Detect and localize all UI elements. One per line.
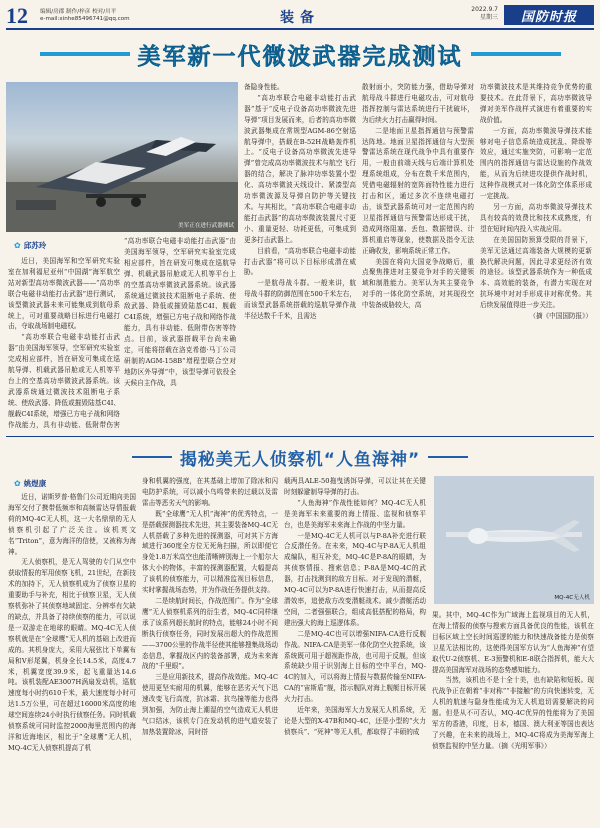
paragraph: 一是MQ-4C无人机可以与P-8A补充进行联合反潜任务。在未来，MQ-4C与P-8A无人机组成编队，相互补充，MQ-4C是P-8A的眼睛，为其侦察情报、搜索信息；P-8A是MQ-4C的武器，打击找测到的敌方目标。对于发现的潜艇，MQ-4C可以为P-8A进行快速打击，从而提高反潜效率，追使敌方改变潜艇战术。减少潜艇活动空间，二者强强联合，组成高低搭配的格局，构建出强大的海上巡逻体系。	[284, 531, 426, 627]
paper-logo: 国防时报	[504, 5, 594, 25]
paragraph: 近日，诺斯罗普·格鲁门公司近期向美国海军交付了携带低频率和高频雷达导情报载荷的MQ-4C无人机，这一大名鼎鼎的无人侦察机引起了广泛关注。该机英文名“Triton”，意为海洋的信使，又被称为海神。	[8, 493, 136, 556]
missile-test-illustration	[6, 82, 238, 232]
article1-photo	[6, 82, 238, 232]
article1-author	[14, 240, 46, 251]
paragraph: 备隐身性能。	[244, 83, 284, 91]
paragraph: 二是MQ-4C也可以增强NIFA-CA进行反舰作战。NIFA-CA是美军一体化防空火控系统，该系统既可用于超视距作战，也可用于反舰，但该系统缺少用于识别海上目标的空中平台，MQ-4C的加入，可以将海上情报与数据传输至NIFA-CA的“宙斯盾”舰，指示舰队对海上舰艇目标开展火力打击。	[284, 629, 426, 704]
paragraph: 一是航母战斗群。一般来讲，航母战斗群的防御范围在500千米左右，而该型武器系统搭载的巡航导弹作战半径达数千千米，且需达	[244, 279, 356, 321]
article2-column-3	[284, 476, 426, 824]
paragraph: 身和机翼的强度，在其基础上增加了除冰和闪电防护系统，可以减小鸟鸣带来的过载以及雷雷击等恶劣天气的影响。	[142, 477, 278, 507]
article1-column-4	[480, 82, 592, 432]
paragraph: “高功率联合电磁非动能打击武器”由美国海军领导，空军研究实验室完成相应部件，旨在研发可集成在巡航导弹、机载武器吊舱或无人机等平台上的空基高功率微波武器系统。该武器系统通过微波技术阻断电子系统、使敌武器、降低或摧毁陆基C4I、舰载C4I系统，增强已方电子战和网络作战能力，具有非动能、低附带伤害	[8, 333, 120, 429]
paragraph: “高功率联合电磁非动能打击武器”基于“反电子设备高功率微波先进导弹”项目发展而来，后者的高功率微波武器集成在常规型AGM-86空射巡航导弹中，搭载在B-52H战略轰炸机上。“反电子设备高功率微波先进导弹”曾完成高功率微波技术与航空飞行器的结合，解决了脉冲功率装置小型化、高功率微波天线设计、紧凑型高功率微波源及导弹自防护等关键技术。与其相比，“高功率联合电磁非动能打击武器”的高功率微波装置尺寸更小、重量更轻、功耗更低，可集成到更多打击武器上。	[244, 93, 356, 244]
paragraph: 美国在将向大国竞争战略后，重点聚焦推进对主要竞争对手的关键领域和制胜能力。美军认为其主要竞争对手的一体化防空系统，对其现役空中装备威胁较大，高	[362, 257, 474, 310]
article1-column-3	[362, 82, 474, 432]
article2-column-2	[142, 476, 278, 824]
headline-decoration-left	[40, 52, 130, 56]
article1-headline-bar	[0, 34, 600, 74]
issue-date: 2022.9.7	[471, 6, 498, 13]
article2-column-4	[432, 610, 594, 824]
paragraph: 既“全球鹰”无人机“海神”的优秀特点，一是搭载探测器技术先进，其主要装备MQ-4C无人机搭载了多种先进的探测器，可对其下方海域进行360度全方位无死角扫描，所以即便它身处1.8万米高空也能清晰辨别海上一个船尔大体大小的物体，丰富的探测器配置，大幅提高了该机的侦察能力，可以精准监视目标信息，实时掌握战场态势，并为作战任务提供支持。	[142, 509, 278, 595]
paragraph: 三是应用新技术，提高作战效能。MQ-4C使用更坚实耐用的机翼，能够在恶劣天气下迅速改变飞行高度，抗冰霜、抗鸟撞等能力也得到加强，为防止海上潮湿的空气造成无人机进气口结冰，该机专门在发动机的进气道安装了加热装置除冰，同时搭	[142, 673, 278, 736]
paragraph: “人鱼海神”作战性能如何？MQ-4C无人机是美海军未来重要的海上情报、监视和侦察平台，也是美海军未来海上作战的中坚力量。	[284, 498, 426, 529]
paragraph: 当然，该机也不是十全十美，也有缺陷和短板。现代战争正在朝着“非对称”“非接触”的方向快速转变，无人机的航速与隐身性能成为无人机追切需要解决的问题。但是从不可否认，MQ-4C优异的性能将为了美国军方的香港，印度，日本，德国、澳大利亚等国也表达了兴趣，在未来的战场上，MQ-4C将成为美海军海上侦察监视的中坚力量。（摘《光明军事》）	[432, 676, 594, 750]
article2-headline: 揭秘美无人侦察机“人鱼海神”	[179, 449, 421, 470]
paragraph: 二是续航时间长，作战范围广。作为“全球鹰”无人侦察机系列的衍生者，MQ-4C同样继承了该系列超长航时的特点，能够24小时不间断执行侦察任务，同时发展出超大的作战范围——3700公里的作战半径使其能够搜集战场动态信息，掌握战区内的装备部署，成为未来海战的“千里眼”。	[142, 596, 278, 671]
paragraph: 无人侦察机，是无人驾驶的专门从空中获取情报的军用侦察飞机，21世纪，在新技术的加持下，无人侦察机成为了侦察卫星的重要助手与补充，相比于侦察卫星，无人侦察机弥补了其侦察地域固定、分辨率有欠缺的缺点，并具备了持续侦察的能力，可以说是一双游走在地球的眼睛。MQ-4C无人侦察机就是在“全球鹰”无人机的基础上改进而成的。其机身庞大，采用大展弦比下单翼布局和V形尾翼，机身全长14.5米，高度4.7米，机翼宽度39.9米，起飞重量达14.6吨。该机装配AE3007H涡扇发动机，巡航速度每小时约610千米，最大速度每小时可达1.5万公里，可在超过16000米高度的地球空间连续24小时执行侦察任务。同时机载侦察系统可同时监控2000海里范围内的海洋和近海地区，相比于“全球鹰”无人机，MQ-4C无人侦察机提高了机	[8, 558, 136, 752]
article2-photo	[434, 476, 594, 604]
article1-column-2	[244, 82, 356, 432]
paragraph: 功率微波技术是其维持竞争优势的重要技术。在此背景下，高功率微波导弹对美军作战样式演进有着重要的实战价值。	[480, 83, 592, 124]
email-line: e-mail:xinhe85496741@qq.com	[40, 16, 130, 22]
article2-photo-caption: MQ-4C无人机	[554, 595, 590, 601]
article2-column-1	[8, 492, 136, 824]
paragraph: 另一方面，高功率微波导弹技术具有较高的效费比和技术成熟度，有望在短时间内投入实战应用。	[480, 202, 592, 233]
paragraph: 一方面，高功率微波导弹技术能够对电子信息系统造成扰乱、降级等效应，通过实施突防，可影响一定范围内的指挥通信与雷达设施的作战效能，从而为后续进攻提供作战时机，这种作战模式对一体化防空体系形成一定挑战。	[480, 126, 592, 201]
paragraph: 果。其中，MQ-4C作为广域海上监视项目的无人机，在海上情报的侦察与搜索方面具备优良的性能，该机在目标区域上空长时间巡逻的能力和快速战备能力是侦察卫星无法相比的，这使得美国军方认为“人鱼海神”有望取代U-2侦察机、E-3预警机和E-8联合指挥机，能大大提高美国海军对战场的态势感知能力。	[432, 611, 594, 674]
article1-headline: 美军新一代微波武器完成测试	[137, 43, 463, 70]
article1-column-1b	[124, 236, 236, 432]
page-number: 12	[6, 3, 28, 28]
masthead	[6, 4, 594, 30]
section-title: 装备	[280, 10, 320, 26]
article1-column-1	[8, 256, 120, 432]
paragraph: 二是地面卫星指挥通信与预警雷达阵地。地面卫星指挥通信与大型预警雷达系统在现代战争中具有重要作用，一般由前端天线与后端计算机处理系统组成，分布在数千米范围内，凭借电磁辐射的宽阵面特性能力进行打击和区，通过多次不连续电磁打击，该型武器系统可对一定范围内的卫星指挥通信与预警雷达形成干扰，造成网络阻塞、丢包、数据错误、计算机重启等现象，使数据及指令无法正确收发，影响系统正常工作。	[362, 126, 474, 255]
paragraph: 载两具ALE-50拖曳诱饵导弹，可以让其在关键时刻躲避制导导弹的打击。	[284, 477, 426, 496]
paragraph: 散射面小，突防能力强，借助导弹对航母战斗群进行电磁攻击，可对航母指挥控制与雷达系统进行干扰破坏，为后续火力打击赢得时间。	[362, 83, 474, 124]
author-bullet-icon: ✿	[14, 241, 21, 250]
paragraph: “高功率联合电磁非动能打击武器”由美国海军领导，空军研究实验室完成相应部件，旨在研发可集成在巡航导弹、机载武器吊舱或无人机等平台上的空基高功率微波武器系统。该武器系统通过微波技术阻断电子系统、使敌武器、降低或摧毁陆基C4I、舰载C4I系统，增强已方电子战和网络作战能力，具有非动能、低附带伤害等特点。目前，该武器搭载平台尚未确定，可能将搭载在洛克希德·马丁公司研制的AGM-158B“增程型联合空对地防区外导弹”中，该型导弹可依役全天候自主作战，具	[124, 237, 236, 387]
article2-headline-bar	[0, 442, 600, 472]
issue-weekday: 星期三	[479, 14, 498, 21]
source-credit: （摘《中国国防报》）	[529, 312, 592, 321]
article1-photo-caption: 美军正在进行武器测试	[178, 223, 234, 229]
editors-line: 编辑/房郡 制作/梓彦 校对/川平	[40, 9, 117, 15]
author-bullet-icon: ✿	[14, 479, 21, 488]
date-block	[471, 6, 498, 22]
author-name: 邱苏玲	[23, 241, 47, 250]
headline-decoration-right	[428, 456, 468, 458]
headline-decoration-right	[471, 52, 561, 56]
drone-illustration	[434, 476, 594, 604]
author-name: 姚煜康	[23, 479, 47, 488]
paragraph: 近年来，美国海军大力发展无人机系统，无论是大型的X-47B和MQ-4C，还是小型的“火力侦察兵”、“死神”等无人机，都取得了丰硕的成	[284, 706, 426, 736]
headline-decoration-left	[132, 456, 172, 458]
paragraph: 近日，美国海军和空军研究实验室在加利福尼亚州“中国湖”海军航空站对新型高功率微波武器——“高功率联合电磁非动能打击武器”进行测试，该型微波武器未来可能集成到航母系统上，可对重要战略目标进行电磁打击，夺取战场制电磁权。	[8, 257, 120, 331]
article-divider	[6, 436, 594, 437]
article2-author	[14, 478, 46, 489]
paragraph: 在美国国防预算受限的背景下，美军无法通过高端装备大规模的更新换代解决问题，因此寻求更经济有效的途径。该型武器系统作为一种低成本、高效能的装备，有潜力实现在对抗环境中对对手形成非对称优势。其后续发展值得进一步关注。	[480, 235, 592, 310]
paragraph: 目前看，“高功率联合电磁非动能打击武器”将可以下目标形成潜在威胁。	[244, 246, 356, 277]
